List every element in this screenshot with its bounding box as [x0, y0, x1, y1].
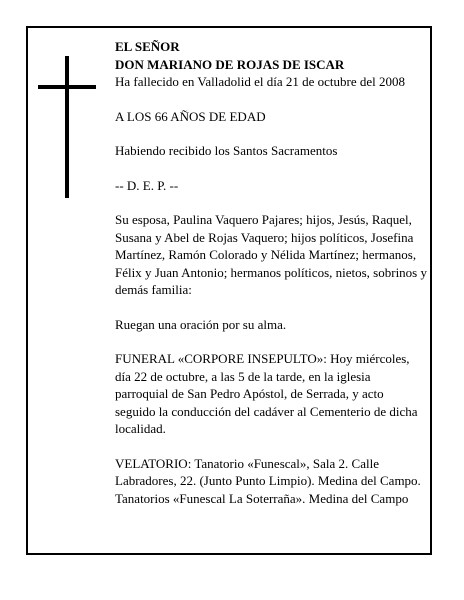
deceased-name: DON MARIANO DE ROJAS DE ISCAR	[115, 56, 345, 72]
obituary-text	[115, 38, 427, 507]
funeral-home-line: Tanatorios «Funescal La Soterraña». Medina del Campo	[115, 490, 409, 506]
cross-icon-horizontal	[38, 85, 96, 89]
wake-paragraph: VELATORIO: Tanatorio «Funescal», Sala 2. Calle Labradores, 22. (Junto Punto Limpio). Medina del Campo.	[115, 455, 421, 488]
prayer-line: Ruegan una oración por su alma.	[115, 316, 287, 332]
age-line: A LOS 66 AÑOS DE EDAD	[115, 108, 266, 124]
cross-icon-vertical	[65, 56, 69, 198]
family-paragraph: Su esposa, Paulina Vaquero Pajares; hijos, Jesús, Raquel, Susana y Abel de Rojas Vaquero; hijos políticos, Josefina Martínez, Ramón Colorado y Nélida Martínez; hermanos, Félix y Juan Antonio; hermanos políticos, nietos, sobrinos y demás familia:	[115, 212, 427, 297]
dep-line: -- D. E. P. --	[115, 177, 179, 193]
death-statement: Ha fallecido en Valladolid el día 21 de octubre del 2008	[115, 74, 405, 89]
funeral-paragraph: FUNERAL «CORPORE INSEPULTO»: Hoy miércoles, día 22 de octubre, a las 5 de la tarde, en la iglesia parroquial de San Pedro Apóstol, de Serrada, y acto seguido la conducción del cadáver al Cementerio de dicha localidad.	[115, 351, 418, 436]
title-line-1: EL SEÑOR	[115, 39, 180, 54]
sacraments-line: Habiendo recibido los Santos Sacramentos	[115, 143, 338, 158]
